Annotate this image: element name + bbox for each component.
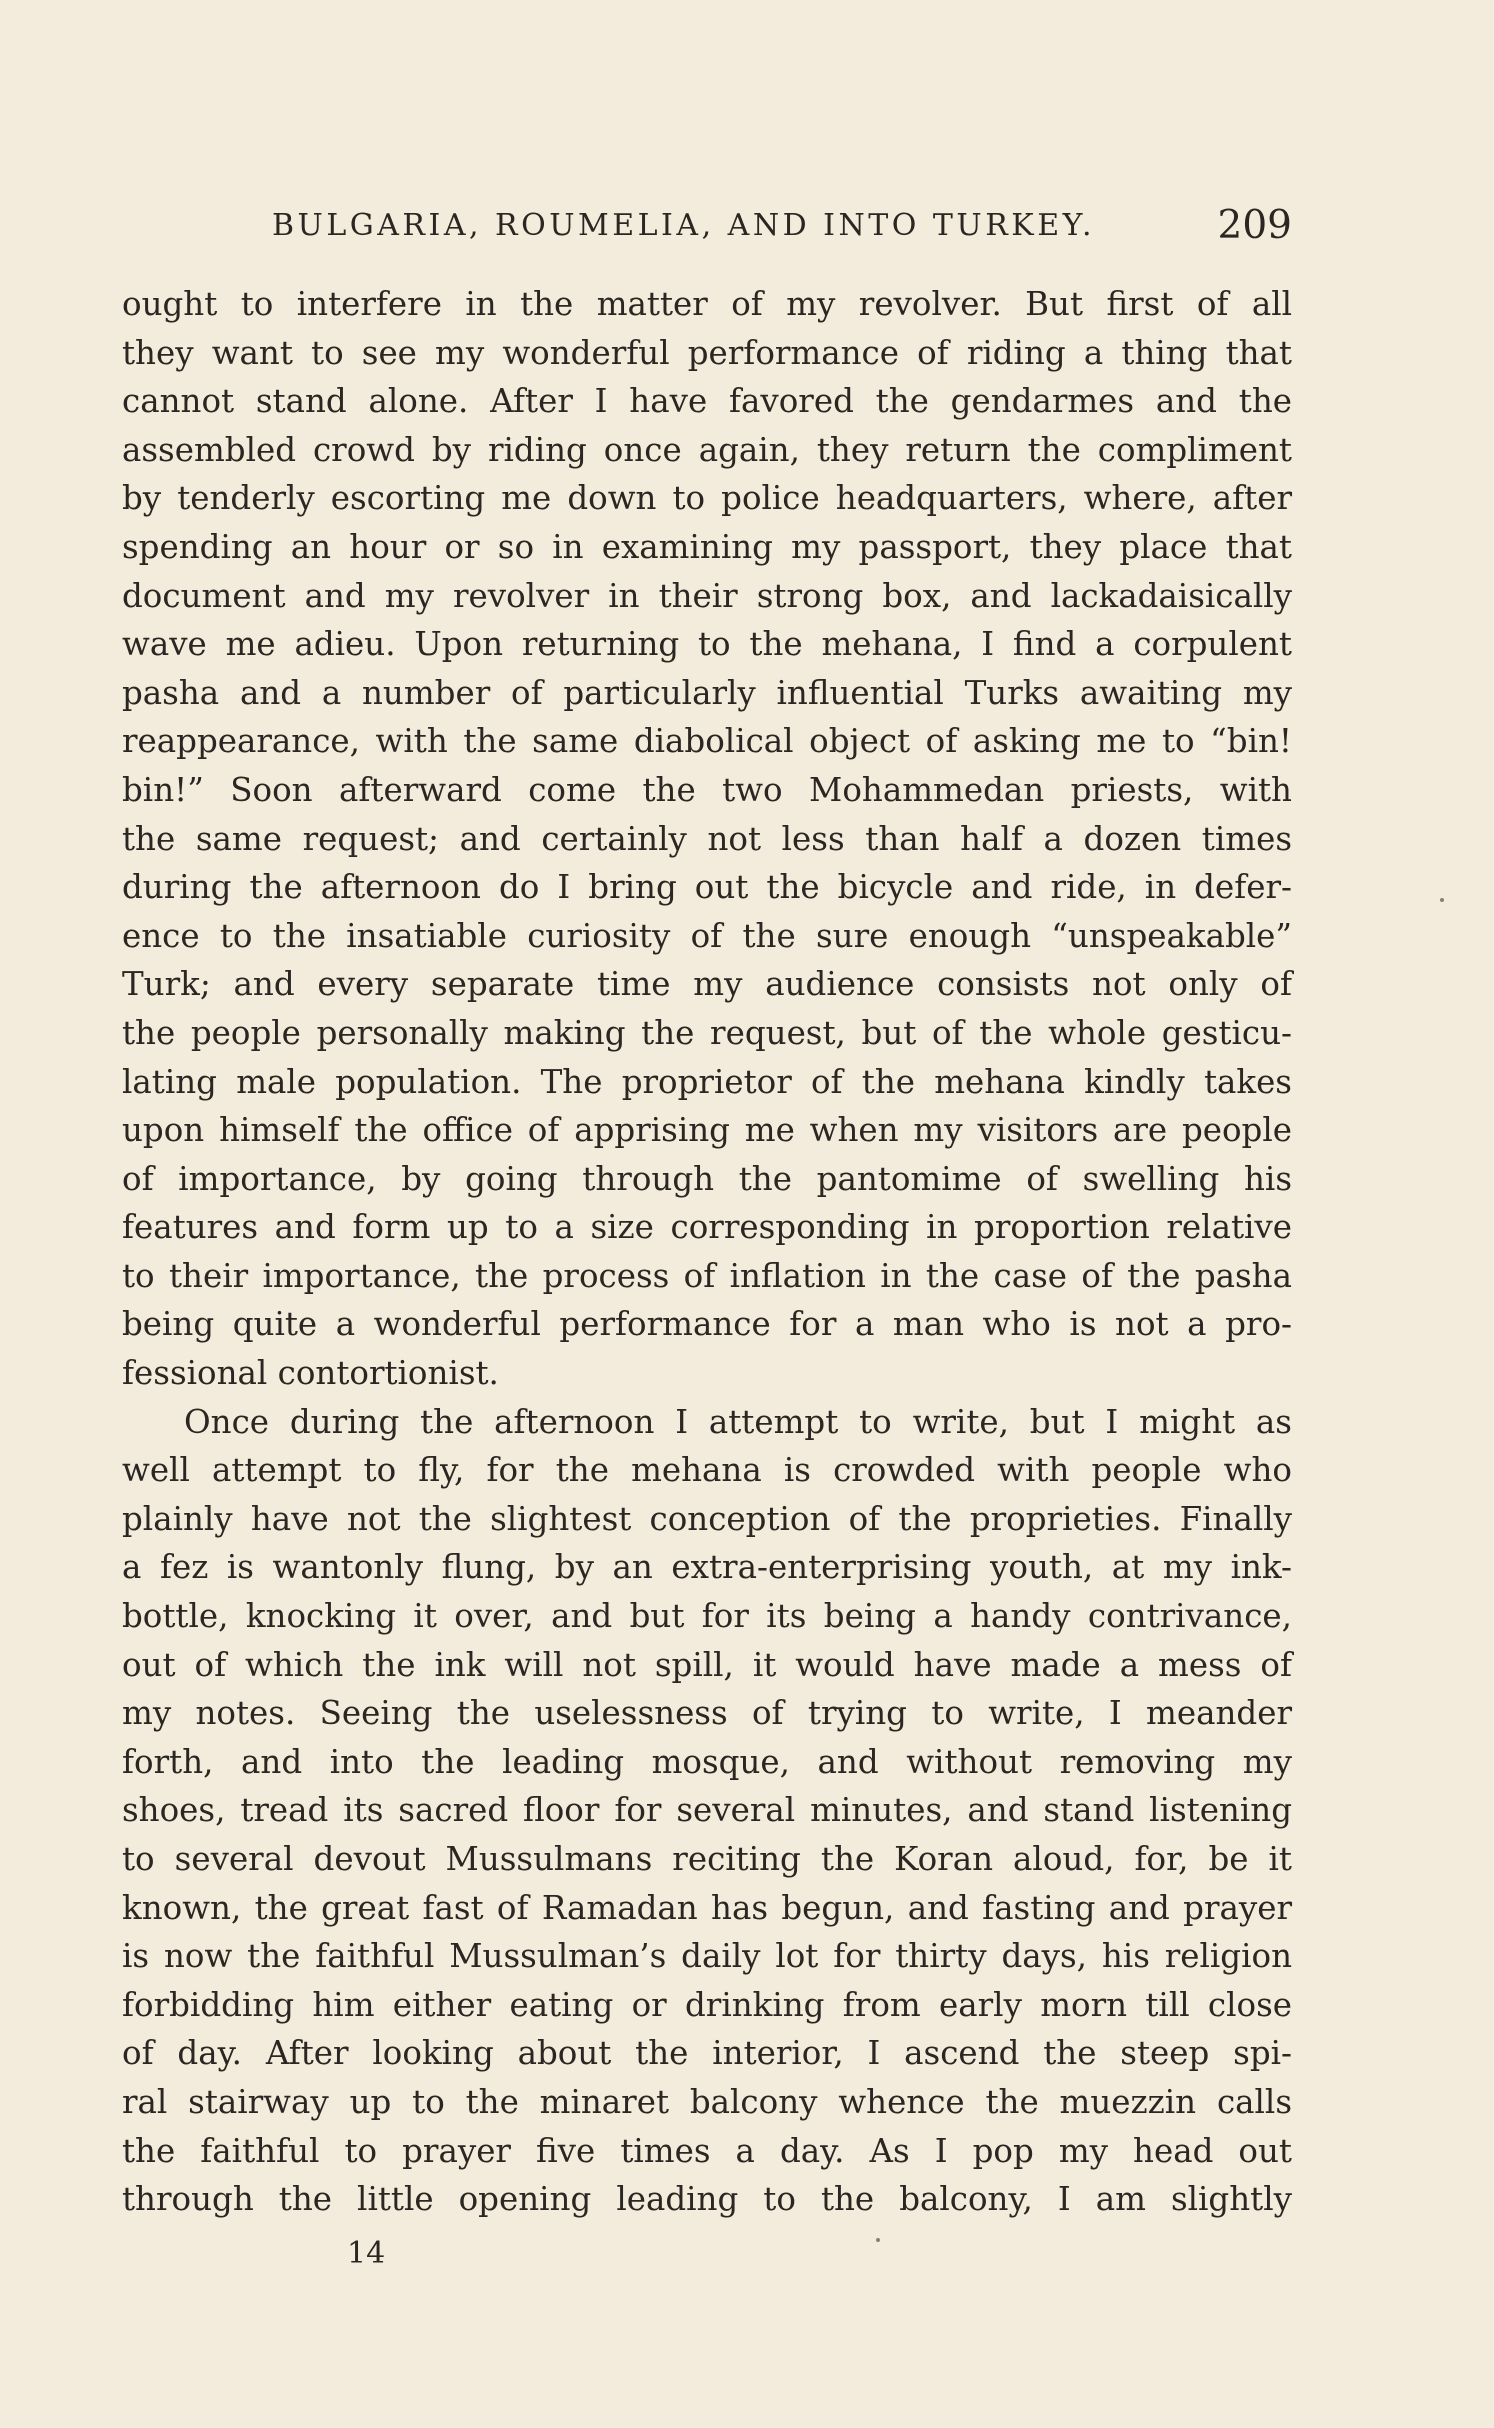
text-line: reappearance, with the same diabolical object of asking me to “bin! (122, 722, 1292, 761)
text-line: through the little opening leading to the balcony, I am slightly (122, 2180, 1292, 2219)
text-line: shoes, tread its sacred floor for several minutes, and stand listening (122, 1791, 1292, 1830)
text-line: assembled crowd by riding once again, they return the compliment (122, 430, 1292, 469)
text-line: plainly have not the slightest conception of the proprieties. Finally (122, 1499, 1292, 1538)
text-line: well attempt to fly, for the mehana is crowded with people who (122, 1451, 1292, 1490)
text-line: to several devout Mussulmans reciting the Koran aloud, for, be it (122, 1840, 1292, 1878)
body-text (122, 280, 1292, 2224)
text-line: spending an hour or so in examining my passport, they place that (122, 527, 1292, 566)
paper-speck (876, 2238, 880, 2242)
text-line: ral stairway up to the minaret balcony whence the muezzin calls (122, 2082, 1292, 2121)
paper-speck (1440, 898, 1444, 902)
text-line: ought to interfere in the matter of my revolver. But first of all (122, 285, 1292, 323)
text-line: out of which the ink will not spill, it would have made a mess of (122, 1645, 1292, 1684)
text-line: upon himself the office of apprising me when my visitors are people (122, 1111, 1292, 1150)
text-line: forbidding him either eating or drinking from early morn till close (122, 1985, 1292, 2024)
text-line: known, the great fast of Ramadan has begun, and fasting and prayer (122, 1888, 1292, 1927)
page-number: 209 (1217, 203, 1292, 248)
text-line: wave me adieu. Upon returning to the mehana, I find a corpulent (122, 625, 1292, 664)
text-line: document and my revolver in their strong box, and lackadaisically (122, 576, 1292, 615)
text-line: my notes. Seeing the uselessness of trying to write, I meander (122, 1694, 1292, 1733)
signature-mark: 14 (347, 2236, 386, 2271)
text-line: bottle, knocking it over, and but for its being a handy contrivance, (122, 1597, 1292, 1636)
text-line: during the afternoon do I bring out the bicycle and ride, in defer- (122, 868, 1292, 907)
paragraph-first-line: Once during the afternoon I attempt to write, but I might as (184, 1402, 1292, 1441)
text-line: is now the faithful Mussulman’s daily lot for thirty days, his religion (122, 1937, 1292, 1976)
text-line: lating male population. The proprietor of the mehana kindly takes (122, 1062, 1292, 1101)
paragraph-last-line: fessional contortionist. (122, 1354, 499, 1393)
text-line: of day. After looking about the interior, I ascend the steep spi- (122, 2034, 1292, 2073)
text-line: the faithful to prayer five times a day. As I pop my head out (122, 2131, 1292, 2170)
text-line: features and form up to a size corresponding in proportion relative (122, 1208, 1292, 1247)
text-line: Turk; and every separate time my audience consists not only of (122, 965, 1292, 1004)
text-line: to their importance, the process of inflation in the case of the pasha (122, 1256, 1292, 1295)
text-line: cannot stand alone. After I have favored the gendarmes and the (122, 382, 1292, 421)
text-line: bin!” Soon afterward come the two Mohammedan priests, with (122, 770, 1292, 809)
running-title: BULGARIA, ROUMELIA, AND INTO TURKEY. (272, 208, 1096, 243)
text-line: ence to the insatiable curiosity of the sure enough “unspeakable” (122, 916, 1292, 955)
text-line: forth, and into the leading mosque, and without removing my (122, 1742, 1292, 1781)
text-line: the people personally making the request, but of the whole gesticu- (122, 1013, 1292, 1052)
text-line: a fez is wantonly flung, by an extra-enterprising youth, at my ink- (122, 1548, 1292, 1587)
text-line: the same request; and certainly not less than half a dozen times (122, 819, 1292, 858)
text-line: by tenderly escorting me down to police headquarters, where, after (122, 479, 1292, 518)
text-line: they want to see my wonderful performance of riding a thing that (122, 333, 1292, 372)
running-header (120, 200, 1292, 252)
text-line: pasha and a number of particularly influential Turks awaiting my (122, 673, 1292, 712)
text-line: being quite a wonderful performance for a man who is not a pro- (122, 1305, 1292, 1344)
text-line: of importance, by going through the pantomime of swelling his (122, 1159, 1292, 1198)
